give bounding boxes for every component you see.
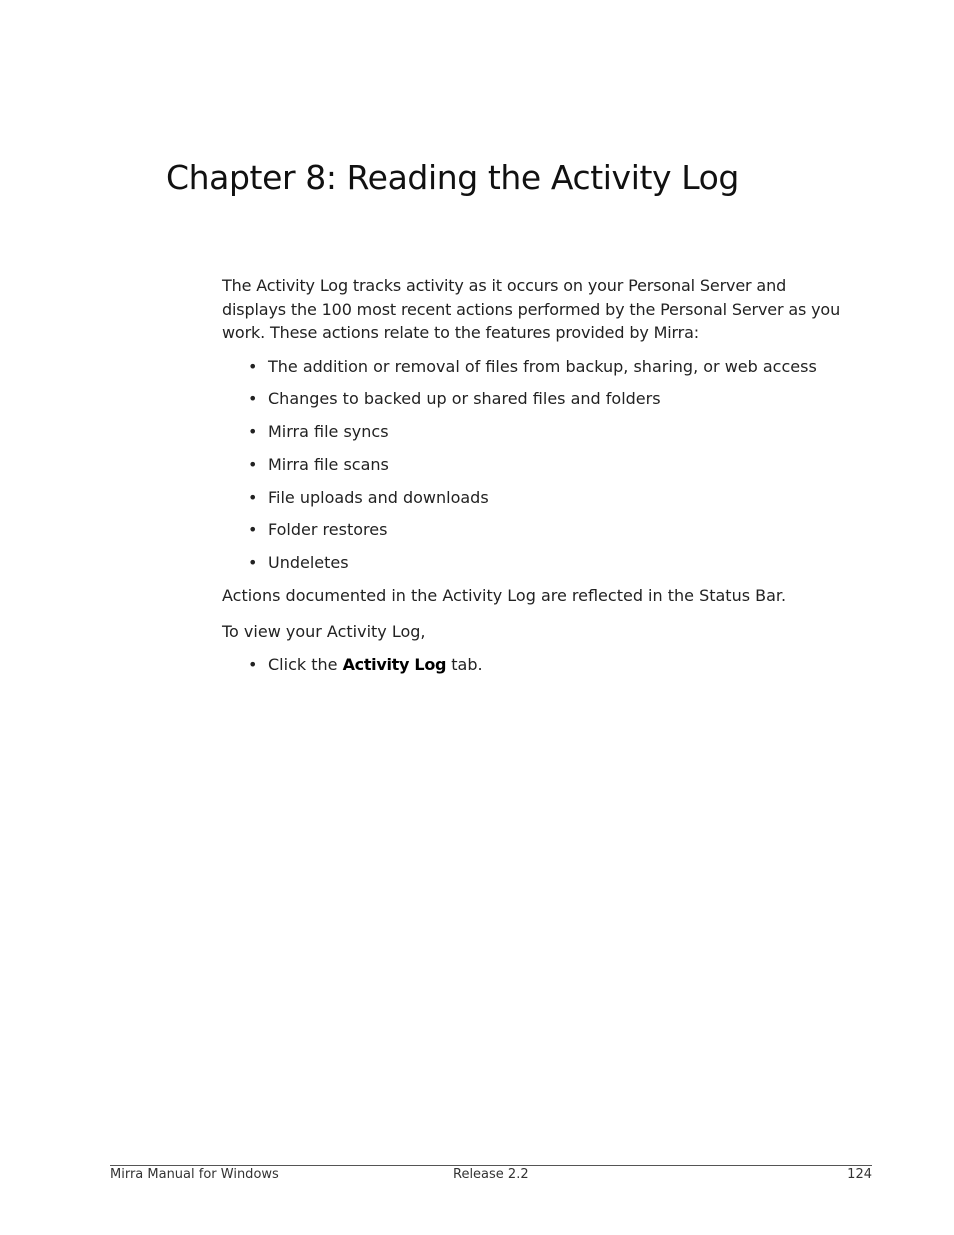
bullet-icon: • [248, 356, 258, 376]
list-item [222, 486, 852, 509]
bullet-icon: • [248, 454, 258, 474]
list-item [222, 387, 852, 410]
chapter-body [222, 274, 852, 686]
list-item-text: Changes to backed up or shared files and folders [268, 389, 661, 409]
list-item-text: Undeletes [268, 553, 349, 573]
step-suffix: tab. [446, 655, 483, 675]
bullet-icon: • [248, 389, 258, 409]
footer-divider [110, 1165, 872, 1166]
list-item-text: Mirra file syncs [268, 422, 389, 442]
list-item [222, 551, 852, 574]
bullet-icon: • [248, 422, 258, 442]
list-item [222, 453, 852, 476]
intro-paragraph: The Activity Log tracks activity as it occurs on your Personal Server and displays the 100 most recent actions performed by the Personal Server as you work. These actions relate to the features provided by Mirra: [222, 276, 841, 342]
footer-manual-title: Mirra Manual for Windows [110, 1167, 279, 1182]
bullet-icon: • [248, 520, 258, 540]
activity-log-tab-reference: Activity Log [342, 655, 447, 675]
list-item-text: The addition or removal of files from backup, sharing, or web access [268, 356, 817, 376]
bullet-icon: • [248, 553, 258, 573]
bullet-icon: • [248, 487, 258, 507]
list-item-text: File uploads and downloads [268, 487, 489, 507]
chapter-title: Chapter 8: Reading the Activity Log [166, 158, 739, 197]
footer-release: Release 2.2 [453, 1167, 529, 1182]
list-item-text: Mirra file scans [268, 454, 389, 474]
bullet-icon: • [248, 655, 258, 675]
feature-list [222, 355, 852, 575]
view-instruction: To view your Activity Log, [222, 621, 426, 641]
list-item [222, 518, 852, 541]
footer-page-number: 124 [847, 1167, 872, 1182]
list-item [222, 355, 852, 378]
step-item [222, 653, 852, 676]
list-item-text: Folder restores [268, 520, 388, 540]
status-bar-note: Actions documented in the Activity Log are reflected in the Status Bar. [222, 586, 787, 606]
step-prefix: Click the [268, 655, 343, 675]
list-item [222, 420, 852, 443]
step-list [222, 653, 852, 676]
